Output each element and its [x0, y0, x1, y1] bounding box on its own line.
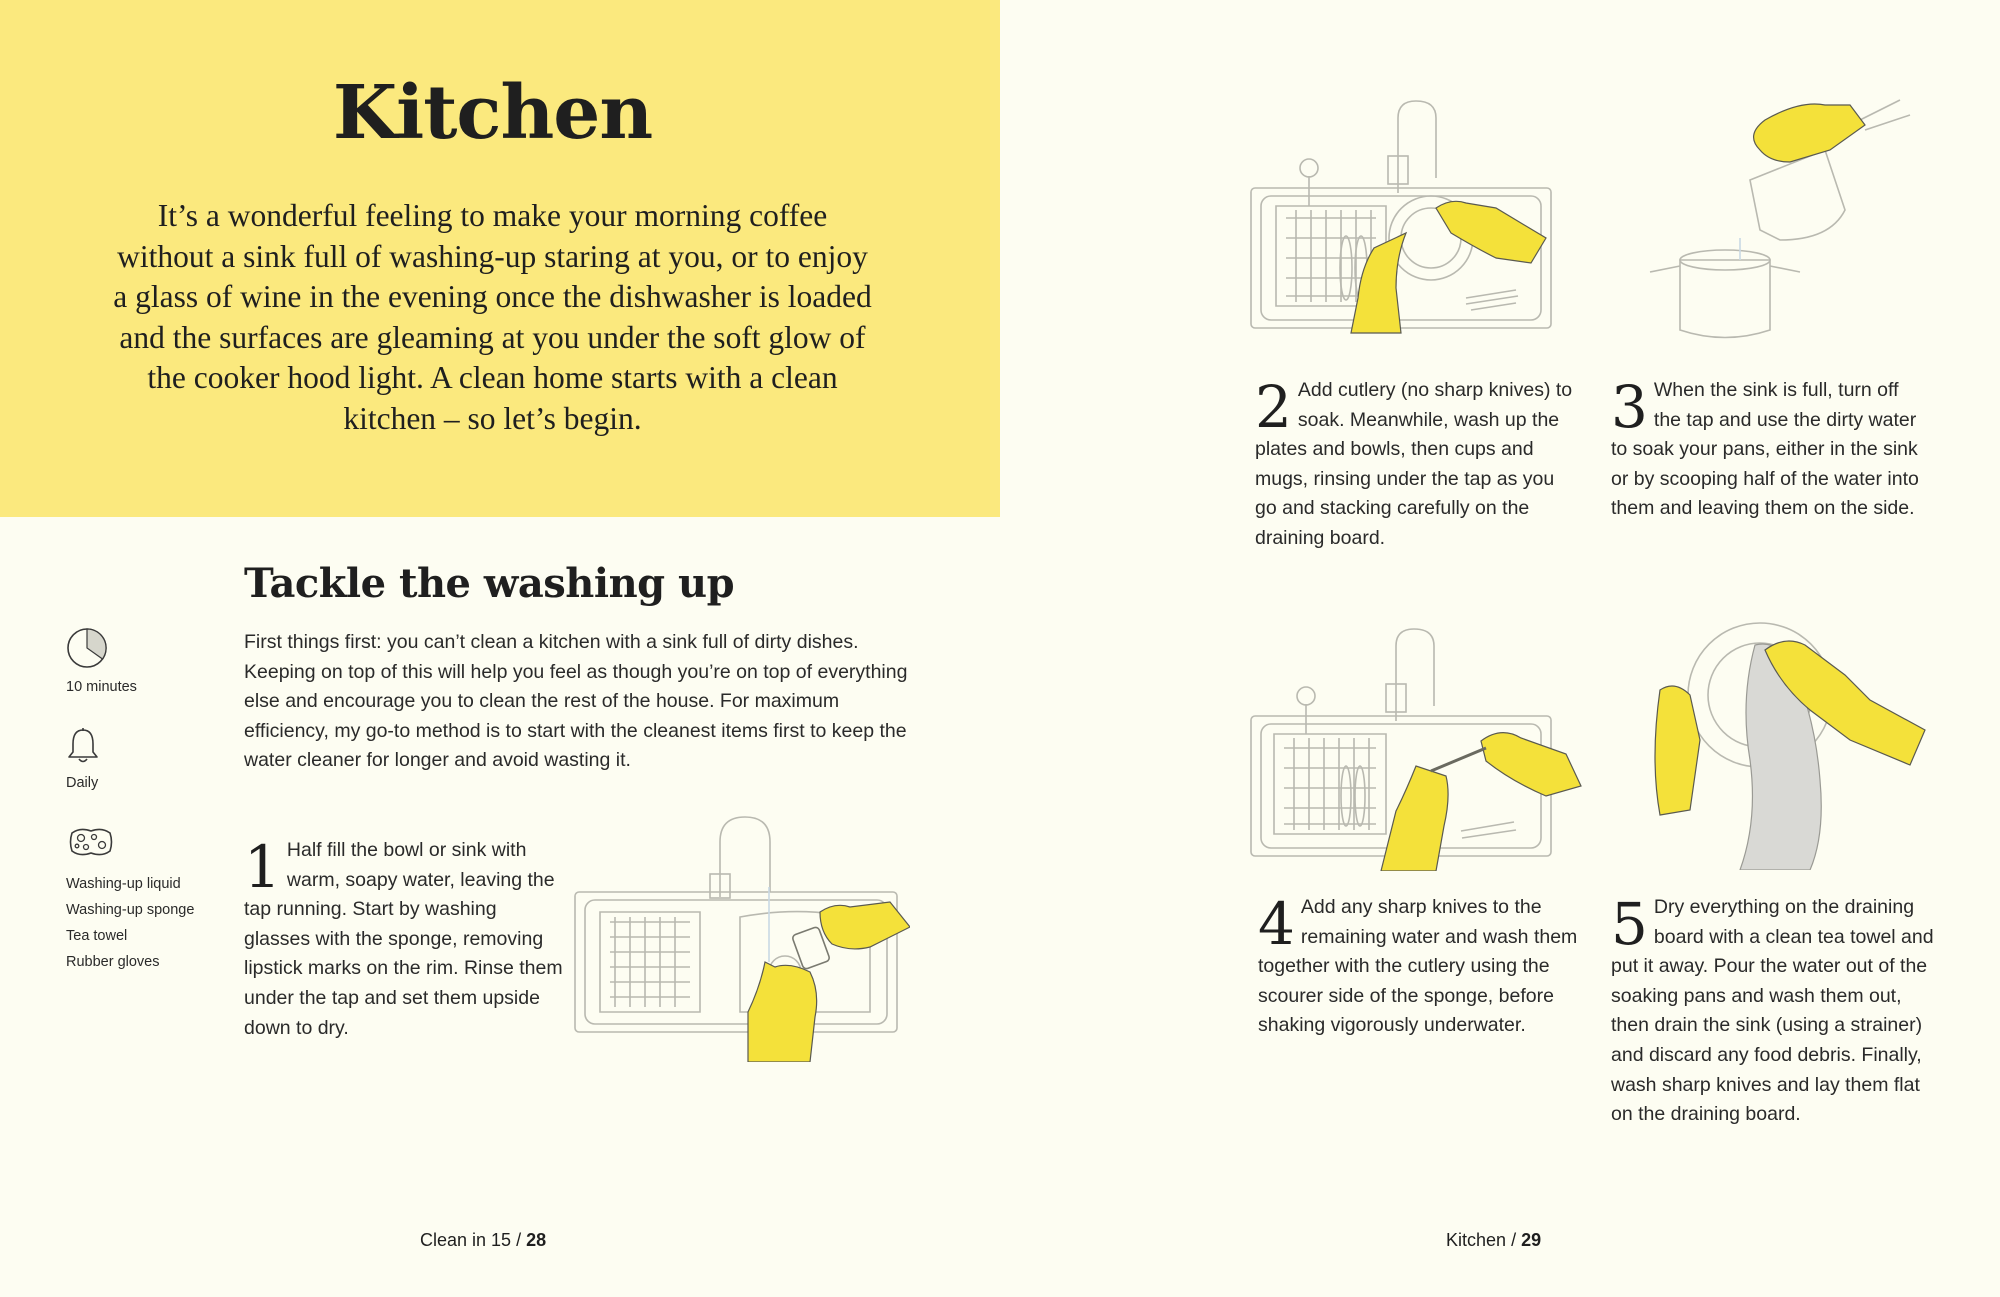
equipment-item: Washing-up liquid: [66, 876, 181, 892]
time-label: 10 minutes: [66, 679, 137, 695]
page-footer-left: [420, 1230, 546, 1251]
equipment-item: Rubber gloves: [66, 954, 160, 970]
section-name: Kitchen: [1446, 1230, 1507, 1250]
step-number: 4: [1258, 890, 1295, 958]
book-title: Clean in 15: [420, 1230, 512, 1250]
step-number: 2: [1255, 373, 1292, 441]
step-text: When the sink is full, turn off the tap and use the dirty water to soak your pans, either in the sink or by scooping half of the water into them and leaving them on the side.: [1611, 379, 1919, 520]
step-text: Add cutlery (no sharp knives) to soak. Meanwhile, wash up the plates and bowls, then cups and mugs, rinsing under the tap as you go and stacking carefully on the draining board.: [1255, 379, 1573, 549]
page-number: 29: [1521, 1230, 1542, 1250]
equipment-item: Washing-up sponge: [66, 902, 195, 918]
pan-pour-illustration: [1640, 90, 1920, 350]
step-5: [1611, 890, 1941, 1130]
page-title: Kitchen: [332, 70, 653, 156]
step-number: 1: [244, 833, 281, 901]
page-number: 28: [526, 1230, 547, 1250]
time-info: [66, 627, 137, 695]
footer-separator: /: [1511, 1230, 1517, 1250]
footer-separator: /: [516, 1230, 522, 1250]
sink-plates-illustration: [1246, 98, 1591, 348]
frequency-info: [66, 727, 100, 791]
intro-paragraph: It’s a wonderful feeling to make your morning coffee without a sink full of washing-up staring at you, or to enjoy a glass of wine in the evening once the dishwasher is loaded and the surfaces are gleaming at you under the soft glow of the cooker hood light. A clean home starts with a clean kitchen – so let’s begin.: [113, 198, 872, 436]
equipment-item: Tea towel: [66, 928, 128, 944]
step-2: [1255, 373, 1575, 554]
step-number: 5: [1611, 890, 1648, 958]
step-3: [1611, 373, 1931, 524]
page-footer-right: [1446, 1230, 1541, 1251]
step-text: Dry everything on the draining board with a clean tea towel and put it away. Pour the water out of the soaking pans and wash them out, then drain the sink (using a strainer) and discard any food debris. Finally, wash sharp knives and lay them flat on the draining board.: [1611, 896, 1934, 1126]
bell-icon: [66, 727, 100, 765]
section-intro: First things first: you can’t clean a kitchen with a sink full of dirty dishes. Keeping on top of this will help you feel as though you’re on top of everything else and encourage you to clean the rest of the house. For maximum efficiency, my go-to method is to start with the cleanest items first to keep the water cleaner for longer and avoid wasting it.: [244, 631, 908, 772]
clock-icon: [66, 627, 108, 669]
equipment-info: [66, 825, 194, 975]
sponge-icon: [66, 825, 116, 859]
step-number: 3: [1611, 373, 1648, 441]
sink-knife-illustration: [1246, 626, 1586, 871]
frequency-label: Daily: [66, 775, 99, 791]
step-1: [244, 833, 564, 1043]
step-text: Half fill the bowl or sink with warm, soapy water, leaving the tap running. Start by washing glasses with the sponge, removing lipstick marks on the rim. Rinse them under the tap and set them upside down to dry.: [244, 839, 563, 1039]
dry-plate-illustration: [1640, 620, 1940, 870]
step-text: Add any sharp knives to the remaining water and wash them together with the cutlery using the scourer side of the sponge, before shaking vigorously underwater.: [1258, 896, 1578, 1037]
sink-glass-illustration: [570, 812, 910, 1062]
equipment-list: [66, 871, 194, 975]
section-title: Tackle the washing up: [244, 560, 735, 607]
step-4: [1258, 890, 1578, 1041]
